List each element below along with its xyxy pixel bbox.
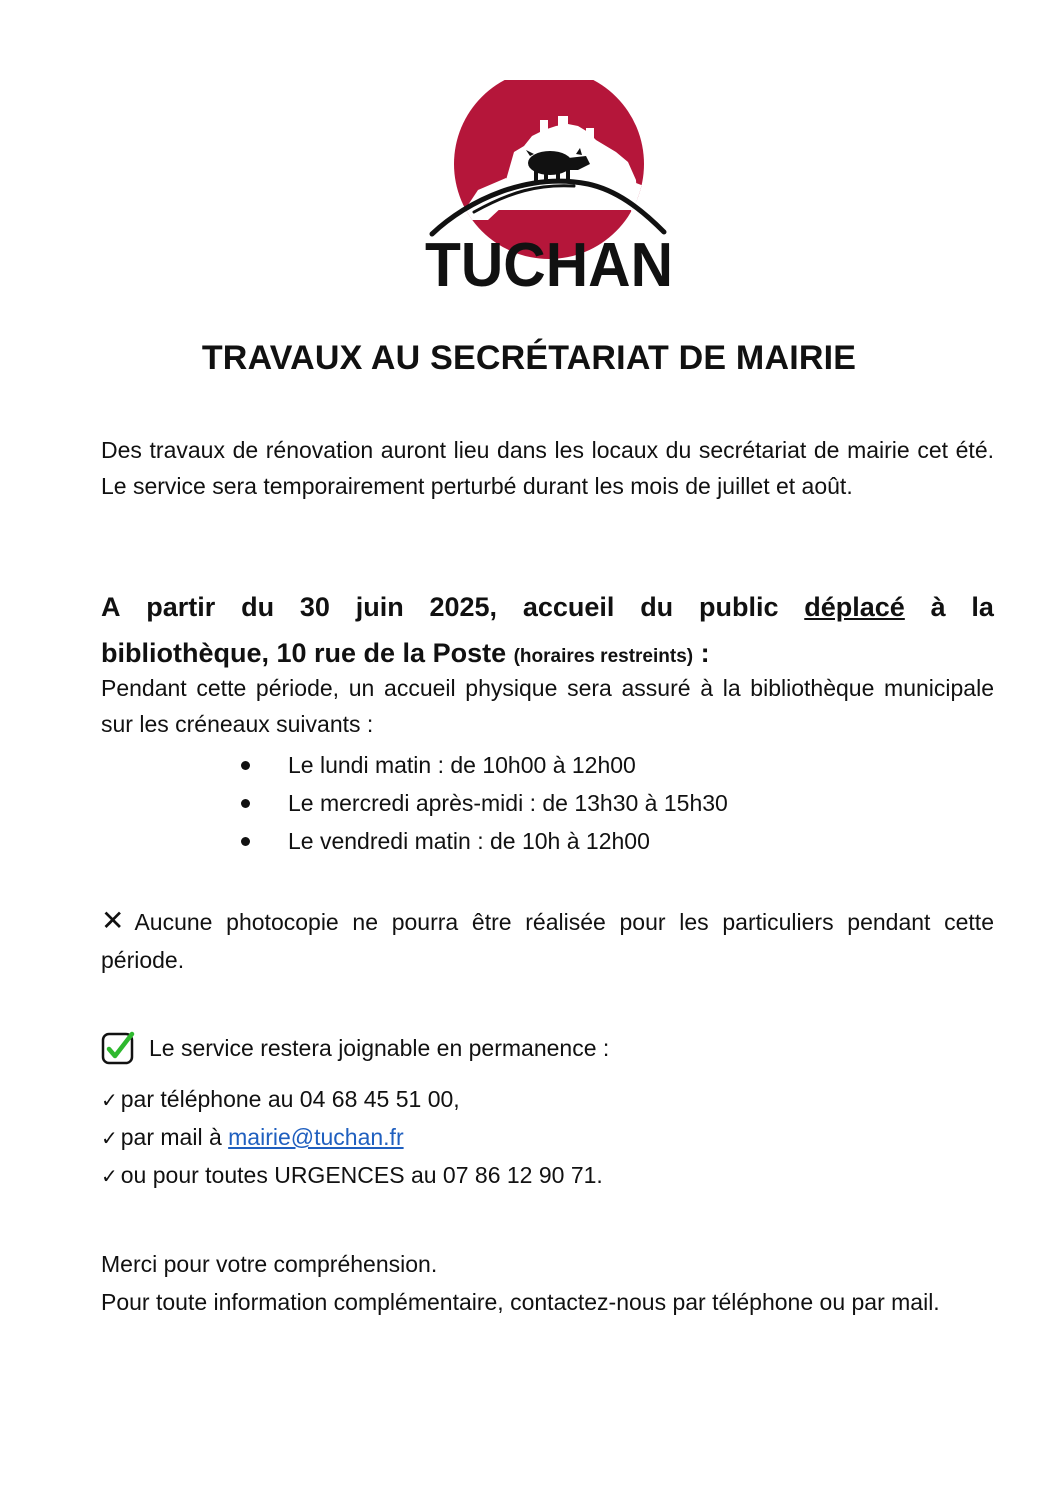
contact-phone: par téléphone au 04 68 45 51 00, — [120, 1086, 460, 1112]
headline-word: du — [640, 592, 674, 622]
headline-word: accueil — [522, 592, 615, 622]
bullet-icon — [241, 799, 250, 808]
headline-word: 30 — [299, 592, 330, 622]
list-item — [230, 784, 728, 822]
contact-mail-prefix: par mail à — [120, 1124, 229, 1150]
contact-list — [101, 1080, 603, 1194]
check-icon: ✓ — [101, 1166, 118, 1188]
logo-wordmark: TUCHAN — [425, 231, 673, 292]
no-photocopy-notice — [101, 902, 994, 979]
tuchan-logo — [418, 80, 680, 292]
list-item — [230, 746, 728, 784]
slot-text: Le mercredi après-midi : de 13h30 à 15h30 — [288, 790, 728, 816]
relocation-headline — [101, 584, 994, 680]
intro-paragraph: Des travaux de rénovation auront lieu dans les locaux du secrétariat de mairie cet été. Le service sera temporairement perturbé durant les mois de juillet et août. — [101, 437, 994, 499]
list-item — [101, 1080, 603, 1118]
closing-text — [101, 1245, 994, 1321]
bullet-icon — [241, 837, 250, 846]
no-photocopy-text: Aucune photocopie ne pourra être réalisée pour les particuliers pendant cette période. — [101, 909, 994, 973]
headline-restricted-hours: (horaires restreints) — [513, 646, 694, 667]
headline-word: partir — [146, 592, 216, 622]
list-item — [230, 822, 728, 860]
headline-underlined-word: déplacé — [804, 592, 905, 622]
info-line: Pour toute information complémentaire, contactez-nous par téléphone ou par mail. — [101, 1289, 940, 1315]
email-link[interactable]: mairie@tuchan.fr — [228, 1124, 404, 1150]
check-icon: ✓ — [101, 1128, 118, 1150]
list-item — [101, 1156, 603, 1194]
headline-line-1 — [101, 584, 994, 630]
list-item — [101, 1118, 603, 1156]
checkbox-check-icon — [101, 1031, 135, 1065]
period-paragraph: Pendant cette période, un accueil physique sera assuré à la bibliothèque municipale sur les créneaux suivants : — [101, 675, 994, 737]
slots-list — [230, 746, 728, 860]
headline-word: du — [241, 592, 275, 622]
check-icon: ✓ — [101, 1090, 118, 1112]
thanks-line: Merci pour votre compréhension. — [101, 1251, 438, 1277]
headline-location: bibliothèque, 10 rue de la Poste — [101, 638, 514, 668]
slot-text: Le vendredi matin : de 10h à 12h00 — [288, 828, 650, 854]
headline-word: A — [101, 592, 121, 622]
headline-word: public — [698, 592, 779, 622]
cross-icon: ✕ — [101, 905, 125, 936]
headline-word: la — [971, 592, 994, 622]
logo-graphic — [418, 80, 680, 292]
service-reachable — [101, 1027, 609, 1069]
headline-word: juin — [355, 592, 404, 622]
contact-urgent: ou pour toutes URGENCES au 07 86 12 90 71. — [120, 1162, 603, 1188]
headline-word: 2025, — [429, 592, 498, 622]
service-text: Le service restera joignable en permanence : — [149, 1034, 610, 1061]
slot-text: Le lundi matin : de 10h00 à 12h00 — [288, 752, 636, 778]
page-title: TRAVAUX AU SECRÉTARIAT DE MAIRIE — [201, 339, 857, 377]
bullet-icon — [241, 761, 250, 770]
headline-colon: : — [693, 638, 710, 668]
headline-word: à — [930, 592, 946, 622]
